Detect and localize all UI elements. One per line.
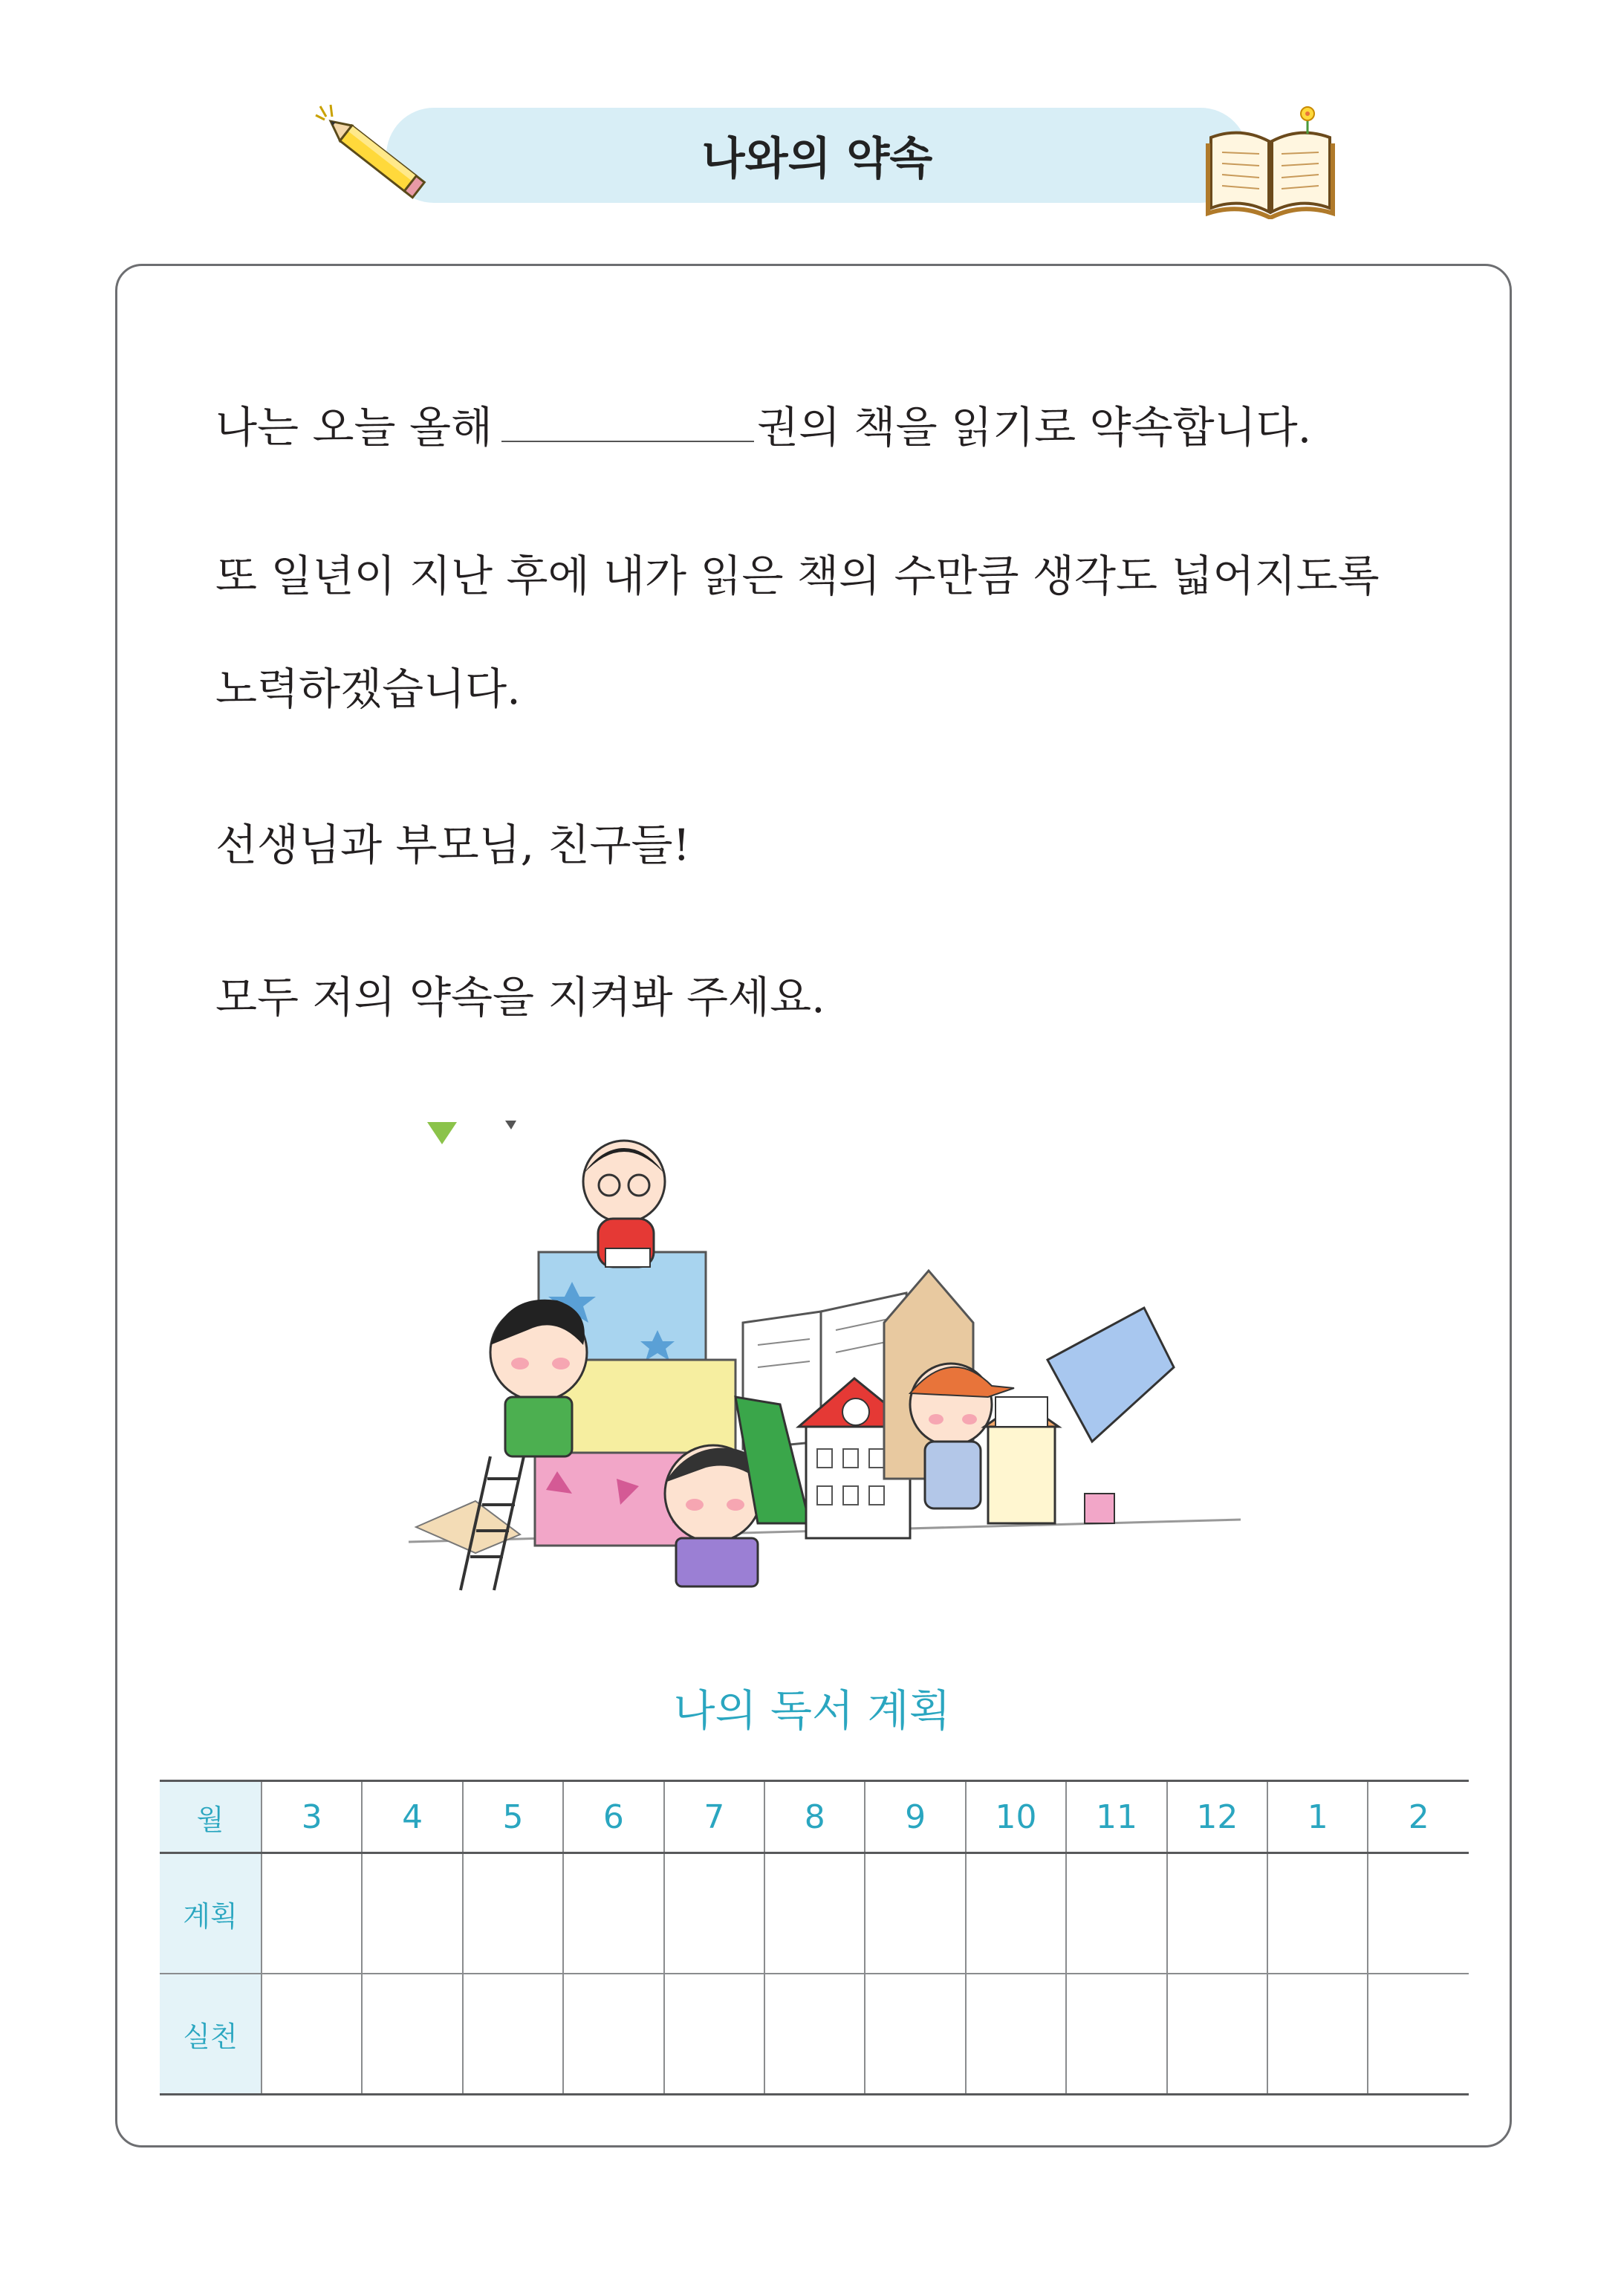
book-count-blank[interactable] <box>501 402 754 442</box>
plan-entry-cell[interactable] <box>463 1853 563 1974</box>
practice-entry-cell[interactable] <box>1066 1974 1166 2095</box>
promise-line-3: 노력하겠습니다. <box>215 664 521 714</box>
month-cell: 7 <box>664 1781 764 1853</box>
plan-entry-cell[interactable] <box>1167 1853 1267 1974</box>
month-header-label: 월 <box>160 1781 262 1853</box>
practice-entry-cell[interactable] <box>563 1974 663 2095</box>
page-title: 나와의 약속 <box>701 133 933 185</box>
practice-entry-cell[interactable] <box>463 1974 563 2095</box>
practice-entry-cell[interactable] <box>1267 1974 1368 2095</box>
reading-plan-title: 나의 독서 계획 <box>673 1685 951 1736</box>
plan-entry-cell[interactable] <box>865 1853 965 1974</box>
promise-line-4: 선생님과 부모님, 친구들! <box>215 820 690 870</box>
plan-entry-cell[interactable] <box>362 1853 462 1974</box>
month-cell: 2 <box>1368 1781 1469 1853</box>
month-cell: 3 <box>262 1781 362 1853</box>
month-cell: 4 <box>362 1781 462 1853</box>
promise-line-5: 모두 저의 약속을 지켜봐 주세요. <box>215 972 825 1022</box>
reading-plan-table <box>160 1780 1469 2095</box>
plan-entry-cell[interactable] <box>1066 1853 1166 1974</box>
plan-entry-cell[interactable] <box>664 1853 764 1974</box>
month-cell: 8 <box>764 1781 865 1853</box>
practice-row <box>160 1974 1469 2095</box>
pencil-icon <box>308 100 442 212</box>
promise-text-before-blank: 나는 오늘 올해 <box>215 402 493 453</box>
month-cell: 10 <box>966 1781 1066 1853</box>
month-header-row <box>160 1781 1469 1853</box>
practice-entry-cell[interactable] <box>865 1974 965 2095</box>
plan-entry-cell[interactable] <box>1267 1853 1368 1974</box>
plan-row <box>160 1853 1469 1974</box>
plan-row-label: 계획 <box>160 1853 262 1974</box>
practice-entry-cell[interactable] <box>966 1974 1066 2095</box>
month-cell: 9 <box>865 1781 965 1853</box>
practice-entry-cell[interactable] <box>1368 1974 1469 2095</box>
book-icon <box>1204 100 1337 219</box>
plan-entry-cell[interactable] <box>764 1853 865 1974</box>
plan-entry-cell[interactable] <box>262 1853 362 1974</box>
promise-text-after-blank: 권의 책을 읽기로 약속합니다. <box>757 402 1312 453</box>
practice-entry-cell[interactable] <box>362 1974 462 2095</box>
plan-entry-cell[interactable] <box>563 1853 663 1974</box>
month-cell: 12 <box>1167 1781 1267 1853</box>
month-cell: 6 <box>563 1781 663 1853</box>
promise-line-1 <box>215 392 1311 455</box>
month-cell: 1 <box>1267 1781 1368 1853</box>
practice-entry-cell[interactable] <box>262 1974 362 2095</box>
month-cell: 5 <box>463 1781 563 1853</box>
promise-line-2: 또 일년이 지난 후에 내가 읽은 책의 수만큼 생각도 넓어지도록 <box>215 551 1380 601</box>
children-reading-illustration <box>394 1107 1256 1627</box>
practice-entry-cell[interactable] <box>664 1974 764 2095</box>
plan-entry-cell[interactable] <box>966 1853 1066 1974</box>
practice-entry-cell[interactable] <box>1167 1974 1267 2095</box>
plan-entry-cell[interactable] <box>1368 1853 1469 1974</box>
practice-entry-cell[interactable] <box>764 1974 865 2095</box>
practice-row-label: 실천 <box>160 1974 262 2095</box>
month-cell: 11 <box>1066 1781 1166 1853</box>
